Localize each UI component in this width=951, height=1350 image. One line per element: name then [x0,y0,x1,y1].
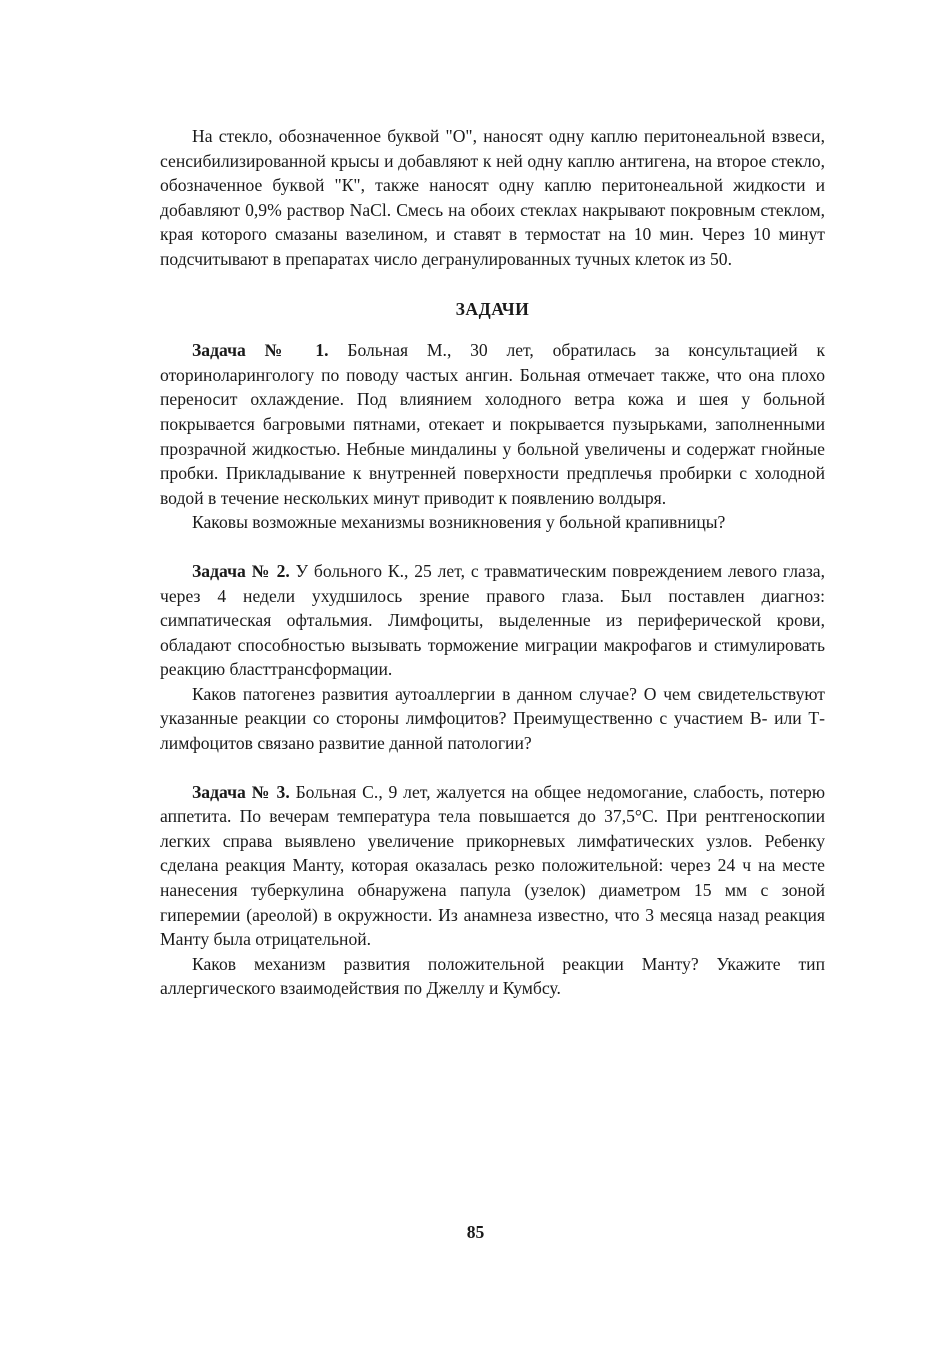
task-3-question: Каков механизм развития положительной реакции Манту? Укажите тип аллергического взаимодействия по Джеллу и Кумбсу. [160,953,825,999]
task-2 [160,559,825,756]
section-heading: ЗАДАЧИ [455,298,530,319]
task-3-body [160,780,825,952]
task-2-text: У больного К., 25 лет, с травматическим повреждением левого глаза, через 4 недели ухудшилось зрение правого глаза. Был поставлен диагноз: симпатическая офтальмия. Лимфоциты, выделенные из периферической крови, обладают способностью вызывать торможение миграции макрофагов и стимулировать реакцию бласттрансформации. [160,560,825,680]
page-content [160,124,825,1001]
task-3-text: Больная С., 9 лет, жалуется на общее недомогание, слабость, потерю аппетита. По вечерам температура тела повышается до 37,5°С. При рентгеноскопии легких справа выявлено увеличение прикорневых лимфатических узлов. Ребенку сделана реакция Манту, которая оказалась резко положительной: через 24 ч на месте нанесения туберкулина обнаружена папула (узелок) диаметром 15 мм с зоной гиперемии (ареолой) в окружности. Из анамнеза известно, что 3 месяца назад реакция Манту была отрицательной. [160,781,825,950]
task-2-label: Задача № 2. [192,560,290,581]
task-2-body [160,559,825,682]
task-3-label: Задача № 3. [192,781,290,802]
intro-paragraph: На стекло, обозначенное буквой "О", наносят одну каплю перитонеальной взвеси, сенсибилизированной крысы и добавляют к ней одну каплю антигена, на второе стекло, обозначенное буквой "К", также наносят одну каплю перитонеальной жидкости и добавляют 0,9% раствор NaCl. Смесь на обоих стеклах накрывают покровным стеклом, края которого смазаны вазелином, и ставят в термостат на 10 мин. Через 10 минут подсчитывают в препаратах число дегранулированных тучных клеток из 50. [160,126,825,269]
task-1-label: Задача № 1. [192,340,329,361]
task-1-text: Больная М., 30 лет, обратилась за консультацией к оториноларингологу по поводу частых ангин. Больная отмечает также, что она плохо переносит охлаждение. Под влиянием холодного ветра кожа и шея у больной покрывается багровыми пятнами, отекает и покрывается пузырьками, заполненными прозрачной жидкостью. Небные миндалины у больной увеличены и содержат гнойные пробки. Прикладывание к внутренней поверхности предплечья пробирки с холодной водой в течение нескольких минут приводит к появлению волдыря. [160,340,825,508]
task-1-body [160,338,825,510]
task-3 [160,780,825,1001]
task-2-question: Каков патогенез развития аутоаллергии в данном случае? О чем свидетельствуют указанные реакции со стороны лимфоцитов? Преимущественно с участием В- или Т-лимфоцитов связано развитие данной патологии? [160,683,825,754]
page-number: 85 [466,1222,485,1242]
task-1 [160,338,825,535]
task-1-question: Каковы возможные механизмы возникновения у больной крапивницы? [192,512,726,533]
